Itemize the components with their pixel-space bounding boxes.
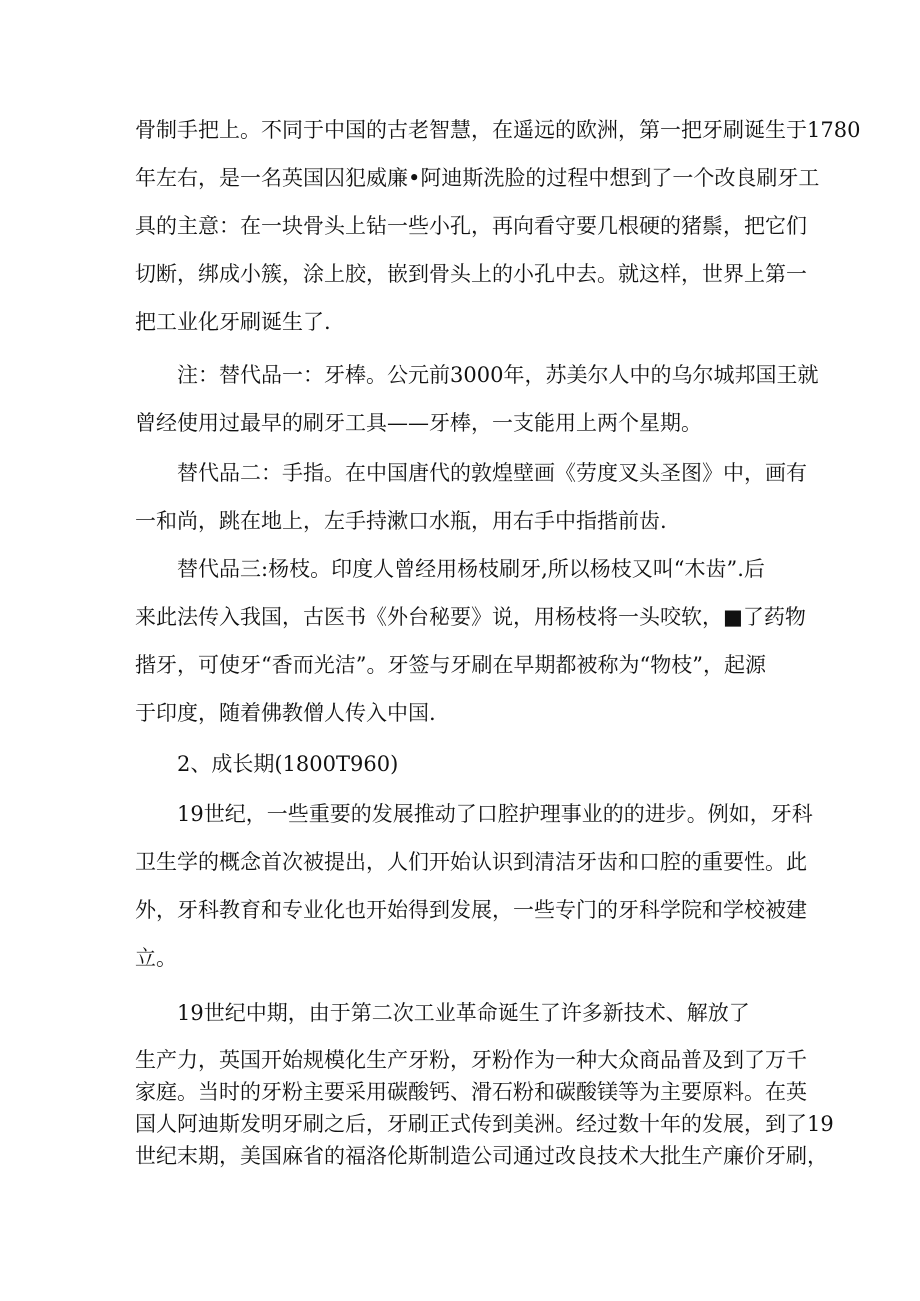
text-line: 世纪末期，美国麻省的福洛伦斯制造公司通过改良技术大批生产廉价牙刷， (135, 1144, 828, 1168)
text-line: 一和尚，跳在地上，左手持漱口水瓶，用右手中指揩前齿. (135, 509, 667, 533)
text-line: 替代品二：手指。在中国唐代的敦煌壁画《劳度叉头圣图》中，画有 (177, 461, 807, 485)
paragraph-first-toothbrush (135, 106, 861, 346)
text-line: 把工业化牙刷诞生了. (135, 310, 331, 334)
text-line: 骨制手把上。不同于中国的古老智慧，在遥远的欧洲，第一把牙刷诞生于1780 (135, 118, 861, 142)
text-line: 生产力，英国开始规模化生产牙粉，牙粉作为一种大众商品普及到了万千 (135, 1048, 807, 1072)
paragraph-mid-19th-century (135, 989, 787, 1037)
text-line: 立。 (135, 946, 177, 970)
text-line: 替代品三:杨枝。印度人曾经用杨枝刷牙,所以杨枝又叫“木齿”.后 (177, 557, 765, 581)
text-line: 国人阿迪斯发明牙刷之后，牙刷正式传到美洲。经过数十年的发展，到了19 (135, 1112, 834, 1136)
paragraph-substitute-one (135, 351, 819, 447)
section-heading: 2、成长期(1800T960) (177, 752, 399, 776)
text-line: 注：替代品一：牙棒。公元前3000年，苏美尔人中的乌尔城邦国王就 (177, 363, 819, 387)
section-heading-growth-period (135, 740, 787, 788)
text-line: 19世纪中期，由于第二次工业革命诞生了许多新技术、解放了 (177, 1001, 750, 1025)
text-line: 揩牙，可使牙“香而光洁”。牙签与牙刷在早期都被称为“物枝”，起源 (135, 653, 766, 677)
text-line: 19世纪，一些重要的发展推动了口腔护理事业的的进步。例如，牙科 (177, 802, 813, 826)
text-line: 年左右，是一名英国囚犯威廉•阿迪斯洗脸的过程中想到了一个改良刷牙工 (135, 166, 820, 190)
text-line: 曾经使用过最早的刷牙工具——牙棒，一支能用上两个星期。 (135, 411, 702, 435)
paragraph-tooth-powder (135, 1044, 834, 1172)
text-line: 切断，绑成小簇，涂上胶，嵌到骨头上的小孔中去。就这样，世界上第一 (135, 262, 807, 286)
text-line: 来此法传入我国，古医书《外台秘要》说，用杨枝将一头咬软，■了药物 (135, 605, 806, 629)
paragraph-substitute-three (135, 545, 806, 737)
text-line: 外，牙科教育和专业化也开始得到发展，一些专门的牙科学院和学校被建 (135, 898, 807, 922)
text-line: 卫生学的概念首次被提出，人们开始认识到清洁牙齿和口腔的重要性。此 (135, 850, 807, 874)
text-line: 家庭。当时的牙粉主要采用碳酸钙、滑石粉和碳酸镁等为主要原料。在英 (135, 1080, 807, 1104)
paragraph-19th-century (135, 790, 813, 982)
text-line: 具的主意：在一块骨头上钻一些小孔，再向看守要几根硬的猪鬃，把它们 (135, 214, 807, 238)
paragraph-substitute-two (135, 449, 807, 545)
text-line: 于印度，随着佛教僧人传入中国. (135, 701, 436, 725)
